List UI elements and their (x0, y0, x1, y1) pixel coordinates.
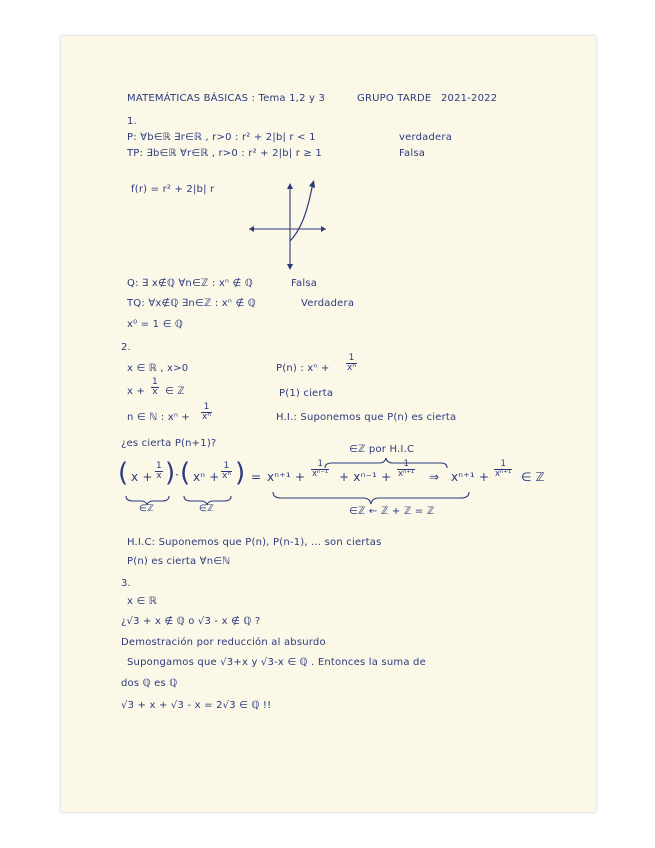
eq-fraction-1-over-x (155, 462, 163, 482)
eq-xn-plus: xⁿ + (193, 470, 220, 484)
statement-p: P: ∀b∈ℝ ∃r∈ℝ , r>0 : r² + 2|b| r < 1 (127, 132, 316, 143)
statement-tp-value: Falsa (399, 148, 426, 159)
question-pn1: ¿es cierta P(n+1)? (121, 438, 217, 449)
induction-hypothesis: H.I.: Suponemos que P(n) es cierta (276, 412, 457, 423)
right-paren-2: ) (235, 458, 246, 488)
denominator: xⁿ⁺¹ (495, 468, 512, 479)
statement-q-value: Falsa (291, 278, 318, 289)
brace-label-2: ∈ℤ (199, 504, 214, 514)
denominator: xⁿ (202, 412, 211, 423)
eq-x-plus: x + (131, 470, 153, 484)
proof-contradiction: √3 + x + √3 - x = 2√3 ∈ ℚ !! (121, 700, 272, 711)
brace-label-1: ∈ℤ (139, 504, 154, 514)
induction-conclusion: P(n) es cierta ∀n∈ℕ (127, 556, 231, 567)
pn-fraction (346, 354, 357, 374)
eq-term-xn-minus-1: + xⁿ⁻¹ + (339, 470, 392, 484)
numerator: 1 (346, 354, 357, 364)
left-paren-2: ( (180, 458, 191, 488)
exercise-3-domain: x ∈ ℝ (127, 596, 157, 607)
condition-fraction (151, 378, 159, 398)
proof-assumption: Supongamos que √3+x y √3-x ∈ ℚ . Entonces la suma de (127, 657, 426, 668)
denominator: x (156, 471, 162, 482)
exercise-3-number: 3. (121, 578, 131, 589)
numerator: 1 (311, 460, 329, 470)
strong-induction-hypothesis: H.I.C: Suponemos que P(n), P(n-1), ... son ciertas (127, 537, 382, 548)
numerator: 1 (494, 460, 512, 470)
eq-fraction-1-over-xn (221, 462, 232, 482)
overbrace (325, 458, 447, 468)
function-definition: f(r) = r² + 2|b| r (131, 184, 215, 195)
eq-rhs: xⁿ⁺¹ + (451, 470, 490, 484)
exercise-2-number: 2. (121, 342, 131, 353)
condition-sum-suffix: ∈ ℤ (165, 386, 185, 397)
left-paren-1: ( (118, 458, 129, 488)
proof-method: Demostración por reducción al absurdo (121, 637, 326, 648)
p1-true: P(1) cierta (279, 388, 334, 399)
header-group: GRUPO TARDE (357, 93, 432, 104)
curve-arrow (309, 180, 315, 188)
paper-sheet (61, 36, 596, 812)
eq-equals: = (251, 470, 262, 484)
x-zero-line: x⁰ = 1 ∈ ℚ (127, 319, 183, 330)
underbrace-sum (273, 492, 469, 504)
x-axis-left-arrow (249, 226, 254, 232)
denominator: xⁿ⁺¹ (398, 468, 415, 479)
eq-term-xn1: xⁿ⁺¹ + (267, 470, 306, 484)
exercise-1-number: 1. (127, 116, 137, 127)
eq-rhs-fraction (494, 460, 512, 479)
denominator: xⁿ (222, 471, 231, 482)
eq-fraction-1-over-xn-minus-1 (311, 460, 329, 479)
right-paren-1: ) (165, 458, 176, 488)
x-axis-right-arrow (321, 226, 326, 232)
denominator: xⁿ (347, 363, 356, 374)
numerator: 1 (201, 403, 212, 413)
induction-label: n ∈ ℕ : xⁿ + (127, 412, 191, 423)
eq-dot: · (175, 468, 180, 482)
statement-tq-value: Verdadera (301, 298, 355, 309)
header-title: MATEMÁTICAS BÁSICAS : Tema 1,2 y 3 (127, 93, 326, 104)
pn-label: P(n) : xⁿ + (276, 363, 330, 374)
y-axis-down-arrow (287, 264, 293, 270)
proof-assumption-cont: dos ℚ es ℚ (121, 678, 178, 689)
exercise-3-question: ¿√3 + x ∉ ℚ o √3 - x ∉ ℚ ? (121, 616, 261, 627)
numerator: 1 (221, 462, 232, 472)
numerator: 1 (152, 377, 158, 387)
numerator: 1 (397, 460, 415, 470)
y-axis-up-arrow (287, 183, 293, 189)
eq-in-z: ∈ ℤ (521, 470, 545, 484)
statement-tp: TP: ∃b∈ℝ ∀r∈ℝ , r>0 : r² + 2|b| r ≥ 1 (127, 148, 322, 159)
induction-fraction (201, 403, 212, 423)
numerator: 1 (156, 461, 162, 471)
header-year: 2021-2022 (441, 93, 498, 104)
denominator: xⁿ⁻¹ (312, 468, 329, 479)
underbrace-label: ∈ℤ ← ℤ + ℤ = ℤ (349, 506, 435, 517)
condition-sum-prefix: x + (127, 386, 146, 397)
eq-implies: ⇒ (429, 470, 440, 484)
statement-tq: TQ: ∀x∉ℚ ∃n∈ℤ : xⁿ ∉ ℚ (127, 298, 256, 309)
function-curve (290, 182, 313, 241)
condition-x-positive: x ∈ ℝ , x>0 (127, 363, 189, 374)
eq-fraction-1-over-xn-plus-1 (397, 460, 415, 479)
statement-q: Q: ∃ x∉ℚ ∀n∈ℤ : xⁿ ∉ ℚ (127, 278, 253, 289)
overbrace-label: ∈ℤ por H.I.C (349, 444, 415, 455)
denominator: x (152, 387, 158, 398)
statement-p-value: verdadera (399, 132, 453, 143)
